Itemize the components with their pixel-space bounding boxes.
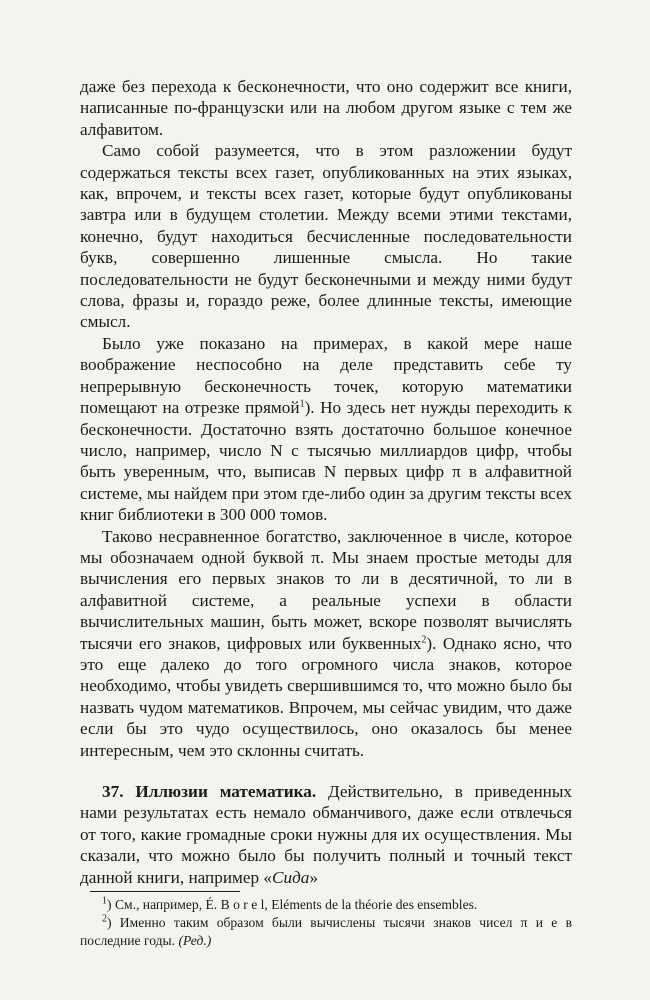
footnote-text: Именно таким образом были вычислены тысячи знаков чисел π и e в последние годы. — [80, 915, 572, 949]
paragraph-with-footnote-1 — [80, 333, 572, 526]
footnote-2: $^2$) Именно таким образом были вычислены тысячи знаков чисел π и e в последние годы. (Ред.) — [80, 913, 572, 949]
paragraph: даже без перехода к бесконечности, что оно содержит все книги, написанные по-французски или на любом другом языке с тем же алфавитом. — [80, 77, 572, 139]
paragraph-text-cont: ). Однако ясно, что это еще далеко до того огромного числа знаков, которое необходимо, чтобы увидеть свершившимся то, что можно было бы назвать чудом математиков. Впрочем, мы сейчас увидим, что даже если бы это чудо осуществилось, оно оказалось бы менее интересным, чем это склонны считать. — [80, 633, 572, 760]
footnote-divider — [90, 891, 240, 892]
footnote-text: См., например, É. B o r e l, Eléments de la théorie des ensembles. — [114, 897, 478, 913]
section-title: 37. Иллюзии математика. — [102, 782, 317, 801]
footnote-mark-2: 2 — [102, 913, 107, 925]
footnote-1: $^1$) См., например, É. B o r e l, Eléments de la théorie des ensembles. — [102, 895, 478, 913]
section-text: Действительно, в приведенных нами результатах есть немало обманчивого, даже если отвлечься от того, какие громадные сроки нужны для их осуществления. Мы сказали, что можно было бы получить полный и точный текст данной книги, например « — [80, 782, 572, 887]
section-italic-word: Сида — [272, 867, 310, 887]
footnote-ref-2[interactable]: 2 — [421, 633, 427, 645]
footnote-editor-note: (Ред.) — [178, 933, 212, 949]
paragraph: Само собой разумеется, что в этом разложении будут содержаться тексты всех газет, опубликованных на этих языках, как, впрочем, и тексты всех газет, которые будут опубликованы завтра или в будущем столетии. Между всеми этими текстами, конечно, будут находиться бесчисленные последовательности букв, совершенно лишенные смысла. Но такие последовательности не будут бесконечными и между ними будут слова, фразы и, гораздо реже, более длинные тексты, имеющие смысл. — [80, 141, 572, 332]
paragraph-with-footnote-2 — [80, 526, 572, 761]
section-close-quote: » — [309, 867, 318, 887]
footnote-ref-1[interactable]: 1 — [299, 398, 305, 410]
paragraph-text-cont: ). Но здесь нет нужды переходить к бесконечности. Достаточно взять достаточно большое конечное число, например, число N с тысячью миллиардов цифр, чтобы быть уверенным, что, выписав N первых цифр π в алфавитной системе, мы найдем при этом где-либо один за другим тексты всех книг библиотеки в 300 000 томов. — [80, 398, 572, 525]
paragraph-text: Таково несравненное богатство, заключенное в числе, которое мы обозначаем одной буквой π. Мы знаем простые методы для вычисления его первых знаков то ли в десятичной, то ли в алфавитной системе, а реальные успехи в области вычислительных машин, быть может, вскоре позволят вычислять тысячи его знаков, цифровых или буквенных — [80, 526, 572, 653]
footnote-mark-1: 1 — [102, 895, 107, 907]
paragraph-text: Было уже показано на примерах, в какой мере наше воображение неспособно на деле представить себе ту непрерывную бесконечность точек, которую математики помещают на отрезке прямой — [80, 333, 572, 418]
section-37 — [80, 781, 572, 888]
